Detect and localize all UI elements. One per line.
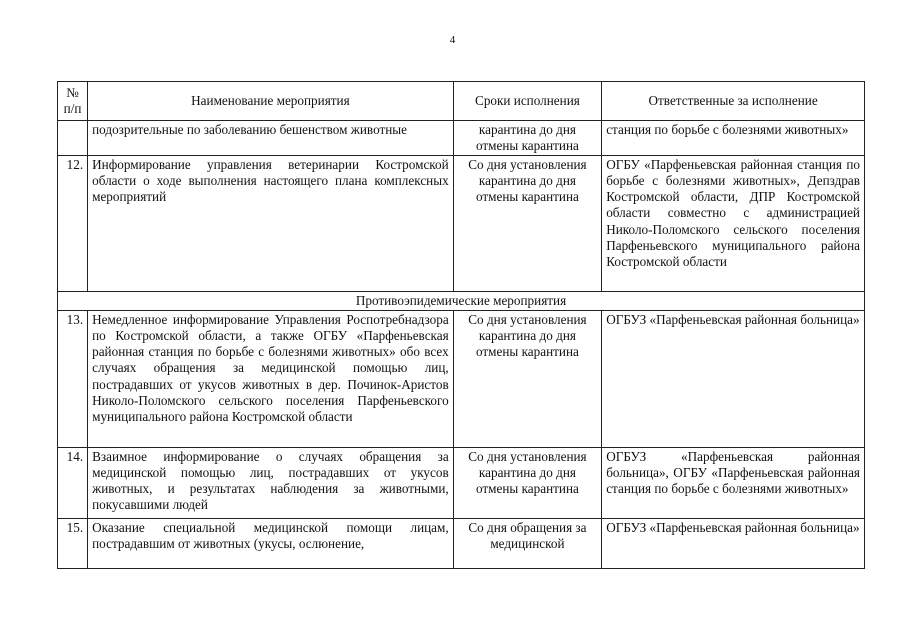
row-responsible: станция по борьбе с болезнями животных» (602, 121, 865, 156)
header-num: № п/п (58, 82, 88, 121)
row-number: 13. (58, 310, 88, 447)
table-row (58, 518, 865, 568)
row-name: Оказание специальной медицинской помощи лицам, пострадавшим от животных (укусы, ослюнение, (88, 518, 454, 568)
section-title: Противоэпидемические мероприятия (58, 291, 865, 310)
row-responsible: ОГБУЗ «Парфеньевская районная больница» (602, 518, 865, 568)
header-responsible: Ответственные за исполнение (602, 82, 865, 121)
row-term: Со дня установления карантина до дня отмены карантина (453, 155, 602, 291)
row-number (58, 121, 88, 156)
header-term: Сроки исполнения (453, 82, 602, 121)
table-row (58, 447, 865, 518)
row-responsible: ОГБУЗ «Парфеньевская районная больница» (602, 310, 865, 447)
row-term: Со дня обращения за медицинской (453, 518, 602, 568)
row-name: Взаимное информирование о случаях обращения за медицинской помощью лиц, пострадавших от укусов животных, и результатах наблюдения за животными, покусавшими людей (88, 447, 454, 518)
section-row (58, 291, 865, 310)
row-name: Информирование управления ветеринарии Костромской области о ходе выполнения настоящего плана комплексных мероприятий (88, 155, 454, 291)
measures-table (57, 81, 865, 569)
row-term: карантина до дня отмены карантина (453, 121, 602, 156)
page-number: 4 (449, 34, 456, 46)
row-name: подозрительные по заболеванию бешенством животные (88, 121, 454, 156)
row-number: 14. (58, 447, 88, 518)
row-number: 12. (58, 155, 88, 291)
table-header-row (58, 82, 865, 121)
row-name: Немедленное информирование Управления Роспотребнадзора по Костромской области, а также ОГБУ «Парфеньевская районная станция по борьбе с болезнями животных» обо всех случаях обращения за медицинской помощью лиц, пострадавших от укусов животных в дер. Починок-Аристов Николо-Поломского сельского поселения Парфеньевского муниципального района Костромской области (88, 310, 454, 447)
row-number: 15. (58, 518, 88, 568)
table-row (58, 310, 865, 447)
row-term: Со дня установления карантина до дня отмены карантина (453, 310, 602, 447)
header-name: Наименование мероприятия (88, 82, 454, 121)
row-responsible: ОГБУЗ «Парфеньевская районная больница», ОГБУ «Парфеньевская районная станция по борьбе с болезнями животных» (602, 447, 865, 518)
table-row (58, 121, 865, 156)
row-term: Со дня установления карантина до дня отмены карантина (453, 447, 602, 518)
row-responsible: ОГБУ «Парфеньевская районная станция по борьбе с болезнями животных», Депздрав Костромской области, ДПР Костромской области совместно с администрацией Николо-Поломского сельского поселения Парфеньевского муниципального района Костромской области (602, 155, 865, 291)
table-row (58, 155, 865, 291)
